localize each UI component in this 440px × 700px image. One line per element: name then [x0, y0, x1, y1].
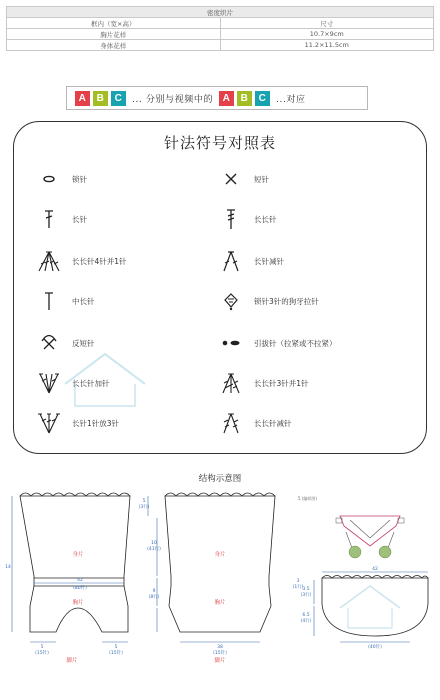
symbol-label: 长针1针放3针 — [72, 418, 120, 428]
symbol-label: 长针 — [72, 214, 87, 224]
symbol-label: 中长针 — [72, 296, 95, 306]
dim-bottom-sts: (15针) — [213, 651, 227, 656]
dim-right-c: 3 — [296, 579, 300, 584]
slip-stitch-icon — [220, 332, 242, 354]
tag-b: B — [93, 91, 108, 106]
half-double-icon — [38, 290, 60, 312]
symbol-label: 锁针 — [72, 174, 87, 184]
legend-text-mid: ... 分别与视频中的 — [132, 94, 214, 105]
reverse-sc-icon — [38, 332, 60, 354]
symbol-label: 反短针 — [72, 338, 95, 348]
gauge-col-right: 尺寸 — [220, 18, 434, 29]
gauge-row-size: 11.2×11.5cm — [220, 40, 434, 51]
symbol-label: 长长针3针并1针 — [254, 378, 309, 388]
symbol-label: 长针减针 — [254, 256, 284, 266]
symbol-label: 长长针 — [254, 214, 277, 224]
symbol-label: 长长针4针并1针 — [72, 256, 127, 266]
small-note: 5 (编织图) — [298, 496, 317, 501]
gauge-row-name: 身体花样 — [7, 40, 221, 51]
dim-bottom: 38 — [217, 645, 223, 650]
dim-top: 5 — [142, 499, 146, 504]
structure-title: 结构示意图 — [198, 474, 242, 484]
symbol-row — [220, 290, 319, 312]
dc4tog-icon — [38, 250, 60, 272]
dim-right-b: 6.5 — [302, 613, 310, 618]
symbol-row — [220, 168, 269, 190]
symbol-row — [220, 372, 309, 394]
front-chest-label: 胸片 — [214, 600, 226, 606]
symbol-row — [38, 208, 87, 230]
tr3tog-icon — [220, 372, 242, 394]
dim-leg2: 5 — [114, 645, 118, 650]
symbol-row — [38, 290, 95, 312]
dim-width: 42 — [77, 578, 83, 583]
dim-width-sts: (80针) — [73, 586, 87, 591]
symbol-row — [38, 412, 119, 434]
tag-b: B — [237, 91, 252, 106]
right-piece-outline — [322, 578, 428, 636]
front-scallop-edge — [165, 493, 275, 496]
video-legend — [66, 86, 368, 110]
tag-c: C — [111, 91, 126, 106]
dim-top-rows: (3行) — [138, 505, 150, 510]
dim-body: 10 — [151, 541, 157, 546]
back-piece-outline — [20, 496, 130, 632]
dim-right-a: 3.5 — [302, 587, 310, 592]
dim-chest-rows: (8行) — [148, 595, 160, 600]
gauge-row-name: 胸片花样 — [7, 29, 221, 40]
watermark-logo — [340, 586, 400, 628]
gauge-title: 密度织片 — [7, 7, 434, 18]
front-body-label: 身片 — [214, 552, 226, 558]
gauge-row-size: 10.7×9cm — [220, 29, 434, 40]
single-crochet-icon — [220, 168, 242, 190]
treble-crochet-icon — [220, 208, 242, 230]
tr-dec-icon — [220, 250, 242, 272]
panel-title: 针法符号对照表 — [163, 134, 276, 152]
symbol-row — [38, 250, 127, 272]
dim-right-a-rows: (3行) — [300, 593, 312, 598]
dim-leg2-sts: (15针) — [109, 651, 123, 656]
dim-right-b-rows: (4行) — [300, 619, 312, 624]
double-crochet-icon — [38, 208, 60, 230]
dim-right-width: 42 — [372, 567, 378, 572]
symbol-label: 短针 — [254, 174, 269, 184]
dim-leg: 5 — [40, 645, 44, 650]
back-body-label: 身片 — [72, 552, 84, 558]
legend-text-end: ...对应 — [276, 94, 306, 105]
chain-stitch-icon — [38, 168, 60, 190]
symbol-row — [220, 208, 277, 230]
leg-label-2: 脚片 — [214, 658, 226, 664]
gauge-col-left: 框内（宽×高） — [7, 18, 221, 29]
symbol-label: 长长针加针 — [72, 378, 110, 388]
dim-side: 14 — [5, 565, 11, 570]
tag-a: A — [75, 91, 90, 106]
stitch-symbols-panel — [13, 121, 427, 454]
tag-c: C — [255, 91, 270, 106]
gauge-table — [6, 6, 434, 51]
symbol-row — [38, 168, 87, 190]
tag-a: A — [219, 91, 234, 106]
dc-1-into-3-icon — [38, 412, 60, 434]
front-piece-outline — [165, 496, 275, 632]
leg-label: 脚片 — [66, 658, 78, 664]
dim-right-bottom: (40针) — [368, 645, 382, 650]
symbol-label: 锁针3针的狗牙拉针 — [254, 296, 319, 306]
dim-chest: 9 — [152, 589, 156, 594]
dim-body-rows: (41行) — [147, 547, 161, 552]
dim-leg-sts: (15针) — [35, 651, 49, 656]
dim-right-c-rows: (1行) — [292, 585, 304, 590]
symbol-row — [220, 412, 292, 434]
symbol-row — [220, 250, 284, 272]
back-chest-label: 胸片 — [72, 600, 84, 606]
structure-diagram — [0, 486, 440, 700]
tr-dec-2-icon — [220, 412, 242, 434]
symbol-row — [220, 332, 337, 354]
picot-icon — [220, 290, 242, 312]
symbol-label: 长长针减针 — [254, 418, 292, 428]
dc-inc-icon — [38, 372, 60, 394]
symbol-label: 引拔针（拉紧或不拉紧） — [254, 338, 337, 348]
romper-illustration — [336, 516, 404, 558]
back-scallop-edge — [20, 493, 130, 496]
watermark-logo — [60, 344, 150, 414]
